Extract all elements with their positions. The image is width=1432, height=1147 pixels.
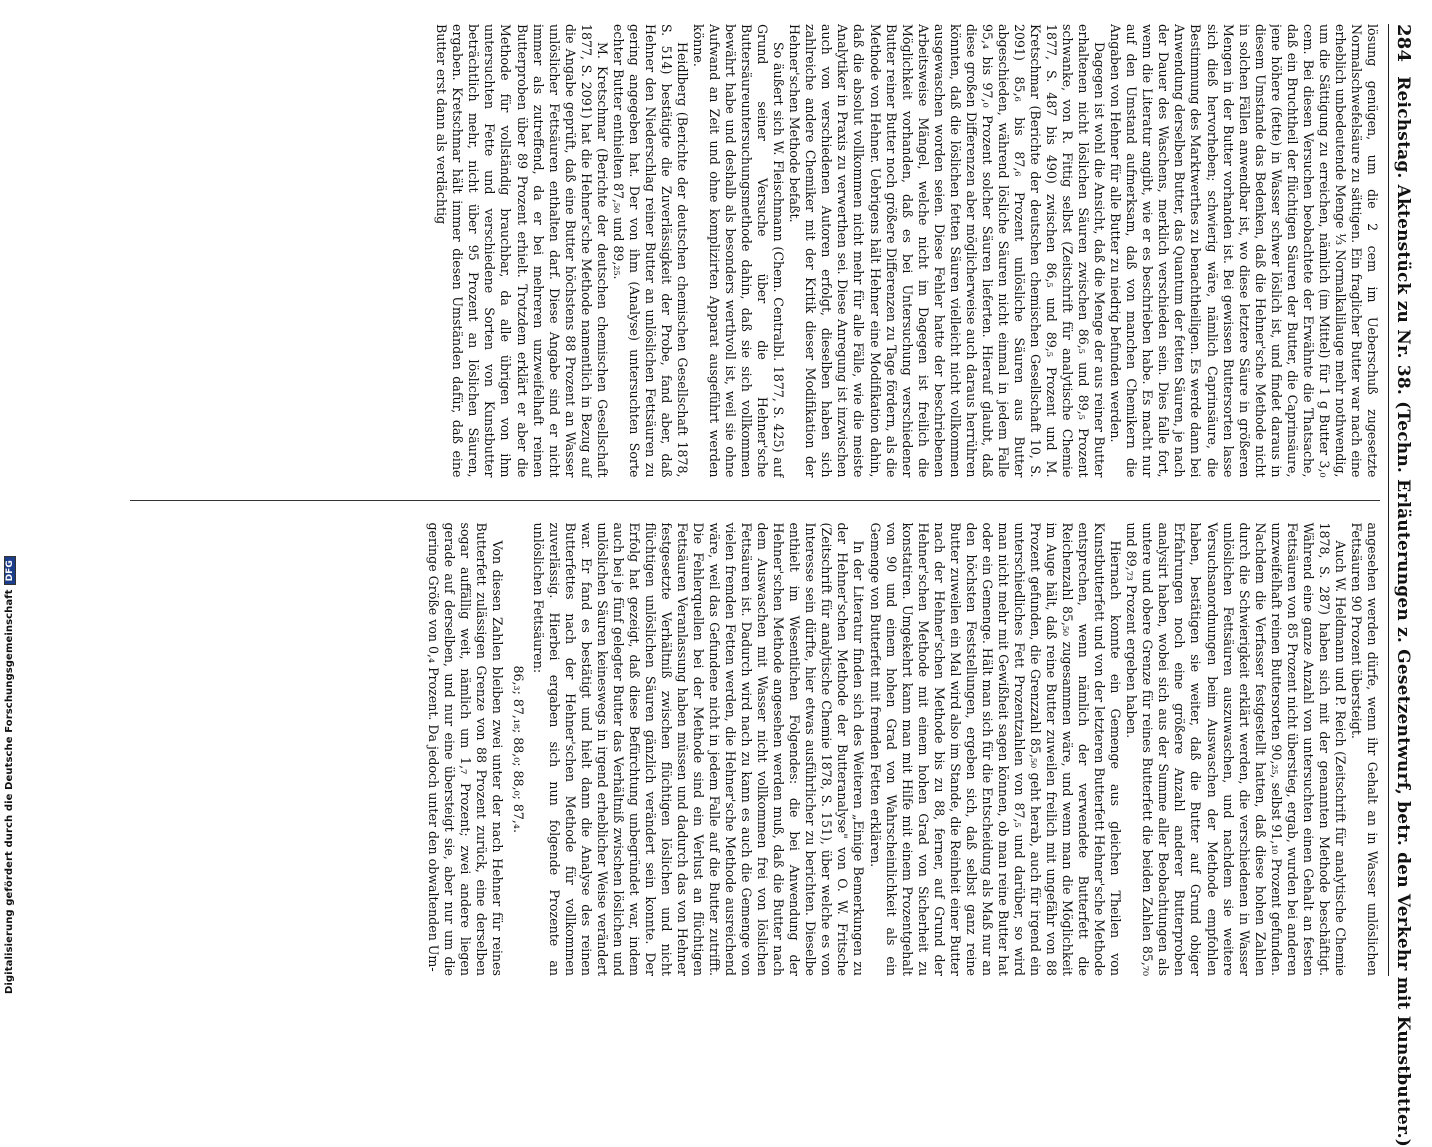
digitization-credit-text: Digitalisierung gefördert durch die Deutsche Forschungsgemeinschaft bbox=[4, 589, 15, 994]
left-column bbox=[130, 24, 1380, 478]
dfg-logo: DFG bbox=[4, 556, 16, 585]
paragraph: Dagegen ist wohl die Ansicht, daß die Menge der aus reiner Butter erhaltenen nicht löslichen Säuren zwischen 86,₅ und 89,₅ Prozent schwanke, von R. Fittig selbst (Zeitschrift für analytische Chemie 1877, S. 487 bis 490) zwischen 86,₅ und 89,₅ Prozent und M. Kretschmar (Berichte der deutschen chemischen Gesellschaft 10, S. 2091) 85,₆ bis 87,₆ Prozent unlösliche Säuren aus Butter abgeschieden, während lösliche Säuren nicht einmal in jedem Falle 95,₄ bis 97,₀ Prozent solcher Säuren lieferten. Hierauf glaubt, daß diese großen Differenzen aber möglicherweise auch daraus herrühren könnten, daß die löslichen fetten Säuren vielleicht nicht vollkommen ausgewaschen worden seien. Diese Fehler hatte der beschriebenen Arbeitsweise Mängel, welche nicht im Dagegen ist freilich die Möglichkeit vorhanden, daß es bei Untersuchung verschiedener Butter reiner Butter noch größere Differenzen zu Tage fördern, als die Methode von Hehner. Uebrigens hält Hehner eine Modifikation dahin, daß die absolut vollkommen nicht mehr für alle Fälle, wie die meiste Analytiker in Praxis zu verwerthen sei. Diese Anregung ist inzwischen auch von verschiedenen Autoren erfolgt, dieselben haben sich zahlreiche andere Chemiker mit der Kritik dieser Modifikation der Hehner'schen Methode befaßt. bbox=[787, 24, 1108, 478]
value-list: 86,₃; 87,₁₈; 88,₀; 88,₀; 87,₄. bbox=[510, 665, 526, 833]
page-number: 284 bbox=[1393, 24, 1414, 63]
paragraph: In der Literatur finden sich des Weiteren „Einige Bemerkungen zu der Hehner'schen Methode der Butteranalyse" von O. W. Fritsche (Zeitschrift für analytische Chemie 1878, S. 151), über welche es von Interesse sein dürfte, hier etwas ausführlicher zu berichten. Dieselbe enthielt im Wesentlichen Folgendes: die bei Anwendung der Hehner'schen Methode angesehen werden muß, daß die Butter nach dem Auswaschen mit Wasser nicht vollkommen frei von löslichen Fettsäuren ist. Dadurch wird nach zu kann es auch die Gemenge von vielen fremden Fetten werden, die Hehner'sche Methode ausreichend wäre, weil das Gefundene nicht in jedem Falle auf die Butter zutrifft. Die Fehlerquellen bei der Methode sind ein Verlust an flüchtigen Fettsäuren Veranlassung haben müssen und dadurch das von Hehner festgesetzte Verhältniß zwischen flüchtigen löslichen und nicht flüchtigen unlöslichen Säuren gänzlich verändert sein konnte. Der Erfolg hat gezeigt, daß diese Befürchtung unbegründet war, indem auch bei je fünf gelegter Butter das Verhältniß zwischen löslichen und unlöslichen Säuren keineswegs in irgend erheblicher Weise verändert war. Er fand es bestätigt und hielt dann die Analyse des reinen Butterfettes nach der Hehner'schen Methode für vollkommen zuverlässig. Hierbei ergaben sich nun folgende Prozente an unlöslichen Fettsäuren: bbox=[530, 522, 867, 976]
text-columns bbox=[130, 24, 1380, 976]
column-divider bbox=[130, 500, 1380, 501]
digitization-credit-strip bbox=[0, 0, 28, 1000]
paragraph: Auch W. Heldmann und P. Reich (Zeitschrift für analytische Chemie 1878, S. 287) haben sich mit der genannten Methode beschäftigt. Während eine ganze Anzahl von untersuchten einen Gehalt an festen Fettsäuren von 85 Prozent nicht überstieg, ergab, wurden bei anderen unzweifelhaft reinen Buttersorten 90,₂₅, selbst 91,₁₀ Prozent gefunden. Nachdem die Verfasser festgestellt hatten, daß diese hohen Zahlen durch die Schwierigkeit erklärt werden, die verschiedenen in Wasser unlöslichen Fettsäuren auszuwaschen, und nachdem sie weitere Versuchsanordnungen beim Auswaschen der Methode empfohlen haben, bestätigen sie weiter, daß die Butter auf Grund obiger Erfahrungen noch eine größere Anzahl anderer Butterproben analysirt haben, wobei sich aus der Summe aller Beobachtungen als untere und obere Grenze für reines Butterfett die beiden Zahlen 85,₇₀ und 89,₇₃ Prozent ergeben haben. bbox=[1124, 522, 1348, 976]
paragraph: Heidlberg (Berichte der deutschen chemischen Gesellschaft 1878, S. 514) bestätigte die Zuverlässigkeit der Probe, fand aber, daß Hehner den Niederschlag reiner Butter an unlöslichen Fettsäuren zu gering angegeben hat. Der von ihm (Analyse) untersuchten Sorte echter Butter enthielten 87,₅₀ und 89,₂₅. bbox=[610, 24, 690, 478]
paragraph: lösung genügen, um die 2 cem im Ueberschuß zugesetzte Normalschwefelsäure zu sättigen. Ein fraglicher Butter war nach eine erheblich unbedeutende Menge ⅓ Normalkalilauge mehr nothwendig, um die Sättigung zu erreichen, nämlich (im Mittel) für 1 g Butter 3,₀ cem. Bei diesen Versuchen beobachtete der Erwähnte die Thatsache, daß ein Bruchtheil der flüchtigen Säuren der Butter, die Caprinsäure, jene höhere (fette) in Wasser schwer löslich ist, und findet daraus in diesem Umstande das Bedenken, daß die Hehner'sche Methode nicht in solchen Fällen anwendbar ist, wo diese letztere Säure in größeren Mengen in der Butter vorhanden ist. Bei gewissen Buttersorten lasse sich dieß hervorheben; schwierig wäre, nämlich Caprinsäure, die Bestimmung des Marktwerthes zu benachtheiligen. Es werde dann bei Anwendung derselben Butter, das Quantum der fetten Säuren, je nach der Dauer des Waschens, merklich verschieden sein. Dies falle fort, wenn die Literatur angibt, wie er es beschrieben habe. Es macht nur auf den Umstand aufmerksam, daß von manchen Chemikern die Angaben von Hehner für alle Butter zu niedrig befunden werden. bbox=[1108, 24, 1380, 478]
paragraph: Von diesen Zahlen bleiben zwei unter der nach Hehner für reines Butterfett zulässigen Grenze von 88 Prozent zurück, eine derselben sogar auffällig weit, nämlich um 1,₇ Prozent; zwei andere liegen gerade auf derselben, und nur eine übersteigt sie, aber nur um die geringe Größe von 0,₄ Prozent. Da jedoch unter den obwaltenden Um- bbox=[426, 522, 506, 976]
page-header bbox=[1388, 24, 1414, 1147]
digitization-credit bbox=[4, 556, 16, 994]
paragraph: M. Kretschmar (Berichte der deutschen chemischen Gesellschaft 1877, S. 2091) hat die Hehner'sche Methode namentlich in Bezug auf die Angabe geprüft, daß eine Butter höchstens 88 Prozent an Wasser unlöslicher Fettsäuren enthalten darf. Diese Angabe sind er nicht immer als zutreffend, da er bei mehreren unzweifelhaft reinen Butterproben über 89 Prozent erhielt. Trotzdem erklärt er aber die Methode für vollständig brauchbar, da alle übrigen von ihm untersuchten Fette und verschiedene Sorten von Kunstbutter beträchtlich mehr, nicht über 95 Prozent an löslichen Säuren, ergaben. Kretschmar hält immer diesen Umständen dafür, daß eine Butter erst dann als verdächtig bbox=[434, 24, 610, 478]
paragraph: Hiernach konnte ein Gemenge aus gleichen Theilen von Kunstbutterfett und von der letzteren Butterfett Hehner'sche Methode entsprechen, wenn nämlich der verwendete Butterfett die Reichenzahl 85,₅₀ zugesammen wäre, und wenn man die Möglichkeit im Auge hält, daß reine Butter zuweilen freilich mit ungefähr von 88 Prozent gefunden, die Grenzzahl 85,₅₀ geht herab, auch für irgend ein unterschiedliches Fett Prozentzahlen von 87,₅ und darüber, so wird man nicht mehr mit Gewißheit sagen können, ob man reine Butter hat oder ein Gemenge. Hält man sich für die Entscheidung als Maß nur an den höchsten Feststellungen, ergeben sich, daß selbst ganz reine Butter zuweilen ein Mal wird also im Stande, die Reinheit einer Butter nach der Hehner'schen Methode bis zu 88, ferner, auf Grund der Hehner'schen Methode mit einem hohen Grad von Sicherheit zu konstatiren. Umgekehrt kann man mit Hilfe mit einem Prozentgehalt von 90 und einem hohen Grad von Wahrscheinlichkeit als ein Gemenge von Butterfett mit fremden Fetten erklären. bbox=[867, 522, 1124, 976]
running-title: Reichstag. Aktenstück zu Nr. 38. (Techn. Erläuterungen z. Gesetzentwurf, betr. den Verkehr mit Kunstbutter.) bbox=[1393, 76, 1413, 1147]
paragraph: angesehen werden dürfe, wenn ihr Gehalt an in Wasser unlöslichen Fettsäuren 90 Prozent übersteigt. bbox=[1348, 522, 1380, 976]
paragraph: So äußert sich W. Fleischmann (Chem. Centralbl. 1877, S. 425) auf Grund seiner Versuche über die Hehner'sche Buttersäureuntersuchungsmethode dahin, daß sie sich vollkommen bewährt habe und deshalb als besonders werthvoll ist, weil sie ohne Aufwand an Zeit und ohne komplizirten Apparat ausgeführt werden könne. bbox=[691, 24, 787, 478]
rotated-document-page bbox=[112, 0, 1432, 1147]
right-column bbox=[130, 522, 1380, 976]
